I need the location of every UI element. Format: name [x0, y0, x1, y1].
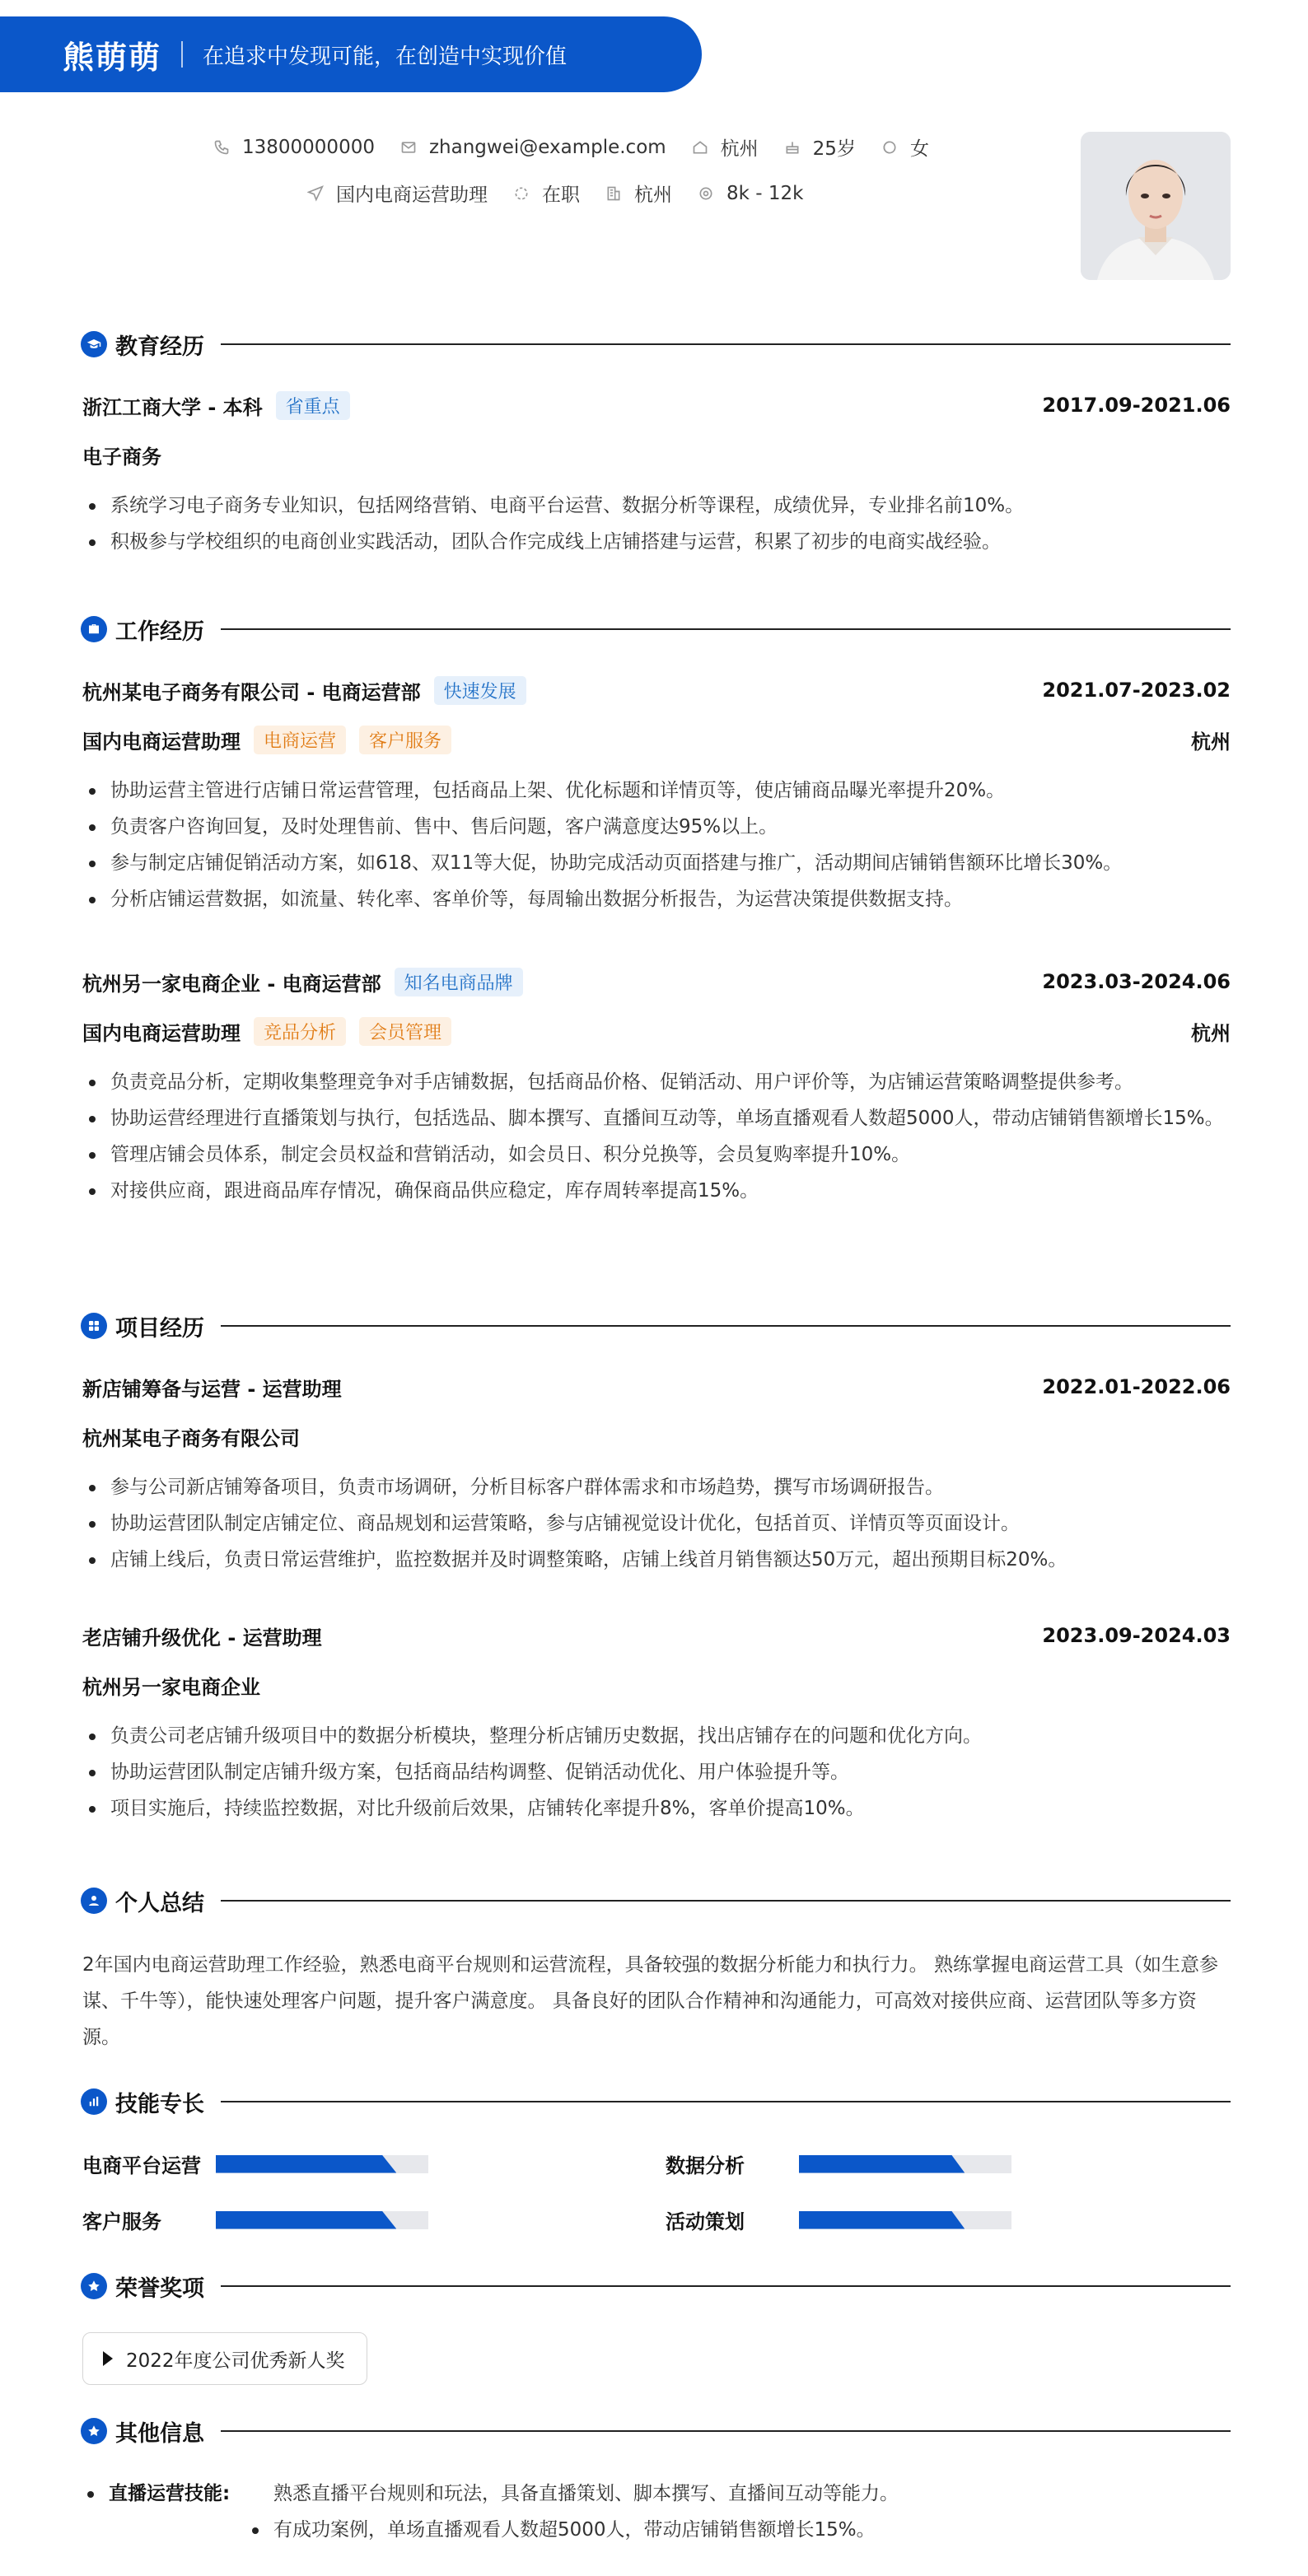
phone-text: 13800000000 — [242, 136, 375, 158]
job-period: 2021.07-2023.02 — [1042, 679, 1231, 702]
skill-bar — [799, 2211, 1011, 2229]
skill-name: 客户服务 — [82, 2210, 161, 2233]
job-role-row — [82, 1016, 1231, 1046]
salary-item — [697, 183, 803, 204]
section-title: 技能专长 — [115, 2091, 204, 2117]
section-other — [81, 2416, 1231, 2446]
section-work — [81, 614, 1231, 644]
job-role-row — [82, 725, 1231, 754]
other-info — [82, 2476, 1231, 2548]
position-text: 国内电商运营助理 — [336, 184, 488, 206]
project-name: 新店铺筹备与运营 - 运营助理 — [82, 1377, 342, 1401]
school-name: 浙江工商大学 - 本科 — [82, 395, 263, 419]
city-item — [691, 133, 759, 161]
home-icon — [691, 138, 709, 156]
job-role: 国内电商运营助理 — [82, 1021, 241, 1045]
project-org-row — [82, 1670, 1231, 1700]
briefcase-icon — [81, 616, 107, 642]
email-text: zhangwei@example.com — [428, 136, 666, 158]
job-bullets — [84, 1064, 1231, 1209]
section-title: 个人总结 — [115, 1890, 204, 1916]
gender-item — [881, 133, 929, 161]
education-bullets — [84, 488, 1231, 560]
list-item: 协助运营团队制定店铺定位、商品规划和运营策略，参与店铺视觉设计优化，包括首页、详情页等页面设计。 — [84, 1505, 1231, 1542]
list-item: 参与公司新店铺筹备项目，负责市场调研，分析目标客户群体需求和市场趋势，撰写市场调研报告。 — [84, 1469, 1231, 1505]
list-item: 积极参与学校组织的电商创业实践活动，团队合作完成线上店铺搭建与运营，积累了初步的电商实战经验。 — [84, 524, 1231, 560]
skill-item — [666, 2149, 1011, 2178]
major-row — [82, 440, 1231, 469]
list-item: 协助运营主管进行店铺日常运营管理，包括商品上架、优化标题和详情页等，使店铺商品曝光率提升20%。 — [84, 772, 1231, 809]
age-text: 25岁 — [812, 138, 856, 160]
section-title: 工作经历 — [115, 618, 204, 645]
other-info-row — [82, 2476, 1231, 2512]
project-org: 杭州某电子商务有限公司 — [82, 1426, 300, 1450]
project-org: 杭州另一家电商企业 — [82, 1675, 260, 1699]
company-name: 杭州某电子商务有限公司 - 电商运营部 — [82, 680, 421, 704]
company-name: 杭州另一家电商企业 - 电商运营部 — [82, 972, 381, 996]
award-icon — [81, 2273, 107, 2299]
list-item: 协助运营团队制定店铺升级方案，包括商品结构调整、促销活动优化、用户体验提升等。 — [84, 1754, 1231, 1790]
list-item: 系统学习电子商务专业知识，包括网络营销、电商平台运营、数据分析等课程，成绩优异，专业排名前10%。 — [84, 488, 1231, 524]
project-header — [82, 1372, 1231, 1402]
play-triangle-icon — [103, 2351, 113, 2366]
user-icon — [81, 1888, 107, 1914]
skill-bar-fill — [216, 2155, 396, 2173]
status-text: 在职 — [542, 184, 580, 206]
other-item: 有成功案例，单场直播观看人数超5000人，带动店铺销售额增长15%。 — [273, 2519, 876, 2541]
skill-item — [666, 2205, 1011, 2234]
project-name: 老店铺升级优化 - 运营助理 — [82, 1626, 322, 1650]
section-education — [81, 329, 1231, 359]
gender-text: 女 — [909, 138, 929, 160]
list-item: 分析店铺运营数据，如流量、转化率、客单价等，每周输出数据分析报告，为运营决策提供数据支持。 — [84, 881, 1231, 917]
list-item: 对接供应商，跟进商品库存情况，确保商品供应稳定，库存周转率提高15%。 — [84, 1173, 1231, 1209]
other-label-text: 直播运营技能: — [109, 2483, 231, 2504]
section-title: 项目经历 — [115, 1315, 204, 1342]
list-item: 协助运营经理进行直播策划与执行，包括选品、脚本撰写、直播间互动等，单场直播观看人数超5000人，带动店铺销售额增长15%。 — [84, 1100, 1231, 1136]
education-period: 2017.09-2021.06 — [1042, 394, 1231, 417]
summary-text: 2年国内电商运营助理工作经验，熟悉电商平台规则和运营流程，具备较强的数据分析能力和执行力。 熟练掌握电商运营工具（如生意参谋、千牛等），能快速处理客户问题，提升客户满意度。 具备良好的团队合作精神和沟通能力，可高效对接供应商、运营团队等多方资源。 — [82, 1954, 1218, 2048]
job-location: 杭州 — [1191, 1021, 1231, 1045]
avatar — [1081, 132, 1231, 280]
company-tag: 知名电商品牌 — [395, 968, 523, 996]
other-label — [82, 2476, 273, 2512]
section-title: 其他信息 — [115, 2420, 204, 2447]
candidate-motto: 在追求中发现可能，在创造中实现价值 — [203, 44, 568, 69]
info-icon — [81, 2418, 107, 2444]
coin-icon — [697, 184, 715, 203]
skill-item — [82, 2149, 428, 2178]
job-header — [82, 967, 1231, 996]
skill-bar — [216, 2155, 428, 2173]
section-divider — [221, 628, 1231, 630]
list-item: 负责客户咨询回复，及时处理售前、售中、售后问题，客户满意度达95%以上。 — [84, 809, 1231, 845]
skill-bar-fill — [216, 2211, 396, 2229]
project-bullets — [84, 1469, 1231, 1578]
skill-bar-fill — [799, 2211, 965, 2229]
skill-bar-fill — [799, 2155, 965, 2173]
award-item[interactable] — [82, 2332, 367, 2385]
project-period: 2022.01-2022.06 — [1042, 1375, 1231, 1398]
candidate-name: 熊萌萌 — [63, 39, 162, 76]
target-city-text: 杭州 — [634, 184, 672, 206]
school-tag: 省重点 — [276, 391, 350, 420]
skill-name: 电商平台运营 — [82, 2154, 201, 2177]
job-header — [82, 675, 1231, 705]
section-skills — [81, 2087, 1231, 2116]
section-divider — [221, 343, 1231, 345]
age-item — [783, 133, 856, 161]
other-item: 熟悉直播平台规则和玩法，具备直播策划、脚本撰写、直播间互动等能力。 — [273, 2483, 899, 2504]
award-name: 2022年度公司优秀新人奖 — [126, 2350, 345, 2372]
company-tag: 快速发展 — [434, 676, 526, 705]
job-role: 国内电商运营助理 — [82, 730, 241, 754]
target-city-item — [605, 180, 672, 207]
list-item: 店铺上线后，负责日常运营维护，监控数据并及时调整策略，店铺上线首月销售额达50万元，超出预期目标20%。 — [84, 1542, 1231, 1578]
header-banner — [0, 16, 702, 92]
email-item — [399, 137, 666, 158]
skill-tag: 会员管理 — [359, 1017, 451, 1046]
send-icon — [306, 184, 325, 203]
phone-item — [213, 137, 375, 158]
section-divider — [221, 2101, 1231, 2102]
status-item — [512, 180, 580, 207]
section-summary — [81, 1886, 1231, 1916]
chart-bar-icon — [81, 2088, 107, 2115]
section-honors — [81, 2271, 1231, 2301]
other-info-row — [82, 2512, 1231, 2548]
status-icon — [512, 184, 530, 203]
bullet-dot — [252, 2527, 259, 2534]
skill-tag: 电商运营 — [254, 726, 346, 754]
major-name: 电子商务 — [82, 445, 161, 469]
project-header — [82, 1621, 1231, 1650]
list-item: 负责竞品分析，定期收集整理竞争对手店铺数据，包括商品价格、促销活动、用户评价等，为店铺运营策略调整提供参考。 — [84, 1064, 1231, 1100]
project-bullets — [84, 1718, 1231, 1827]
salary-text: 8k - 12k — [726, 182, 804, 204]
graduation-cap-icon — [81, 331, 107, 357]
city-text: 杭州 — [720, 138, 759, 160]
job-location: 杭州 — [1191, 730, 1231, 754]
section-divider — [221, 1900, 1231, 1902]
skill-name: 数据分析 — [666, 2154, 745, 2177]
skill-bar — [216, 2211, 428, 2229]
job-intent-row — [306, 180, 828, 207]
grid-icon — [81, 1313, 107, 1339]
position-item — [306, 180, 488, 207]
job-bullets — [84, 772, 1231, 917]
list-item: 管理店铺会员体系，制定会员权益和营销活动，如会员日、积分兑换等，会员复购率提升10%。 — [84, 1136, 1231, 1173]
section-title: 荣誉奖项 — [115, 2275, 204, 2302]
cake-icon — [783, 138, 801, 156]
bullet-dot — [87, 2491, 94, 2498]
skill-tag: 客户服务 — [359, 726, 451, 754]
list-item: 参与制定店铺促销活动方案，如618、双11等大促，协助完成活动页面搭建与推广，活动期间店铺销售额环比增长30%。 — [84, 845, 1231, 881]
education-header — [82, 390, 1231, 420]
mail-icon — [399, 138, 418, 156]
phone-icon — [213, 138, 231, 156]
project-period: 2023.09-2024.03 — [1042, 1624, 1231, 1647]
skill-item — [82, 2205, 428, 2234]
building-icon — [605, 184, 623, 203]
section-title: 教育经历 — [115, 334, 204, 360]
project-org-row — [82, 1421, 1231, 1451]
section-divider — [221, 2430, 1231, 2432]
section-projects — [81, 1311, 1231, 1341]
section-divider — [221, 1325, 1231, 1327]
header-divider — [181, 41, 183, 68]
contact-row — [213, 133, 954, 161]
job-period: 2023.03-2024.06 — [1042, 970, 1231, 993]
skill-name: 活动策划 — [666, 2210, 745, 2233]
skill-tag: 竞品分析 — [254, 1017, 346, 1046]
list-item: 项目实施后，持续监控数据，对比升级前后效果，店铺转化率提升8%，客单价提高10%。 — [84, 1790, 1231, 1827]
gender-icon — [881, 138, 899, 156]
section-divider — [221, 2285, 1231, 2287]
skill-bar — [799, 2155, 1011, 2173]
list-item: 负责公司老店铺升级项目中的数据分析模块，整理分析店铺历史数据，找出店铺存在的问题和优化方向。 — [84, 1718, 1231, 1754]
